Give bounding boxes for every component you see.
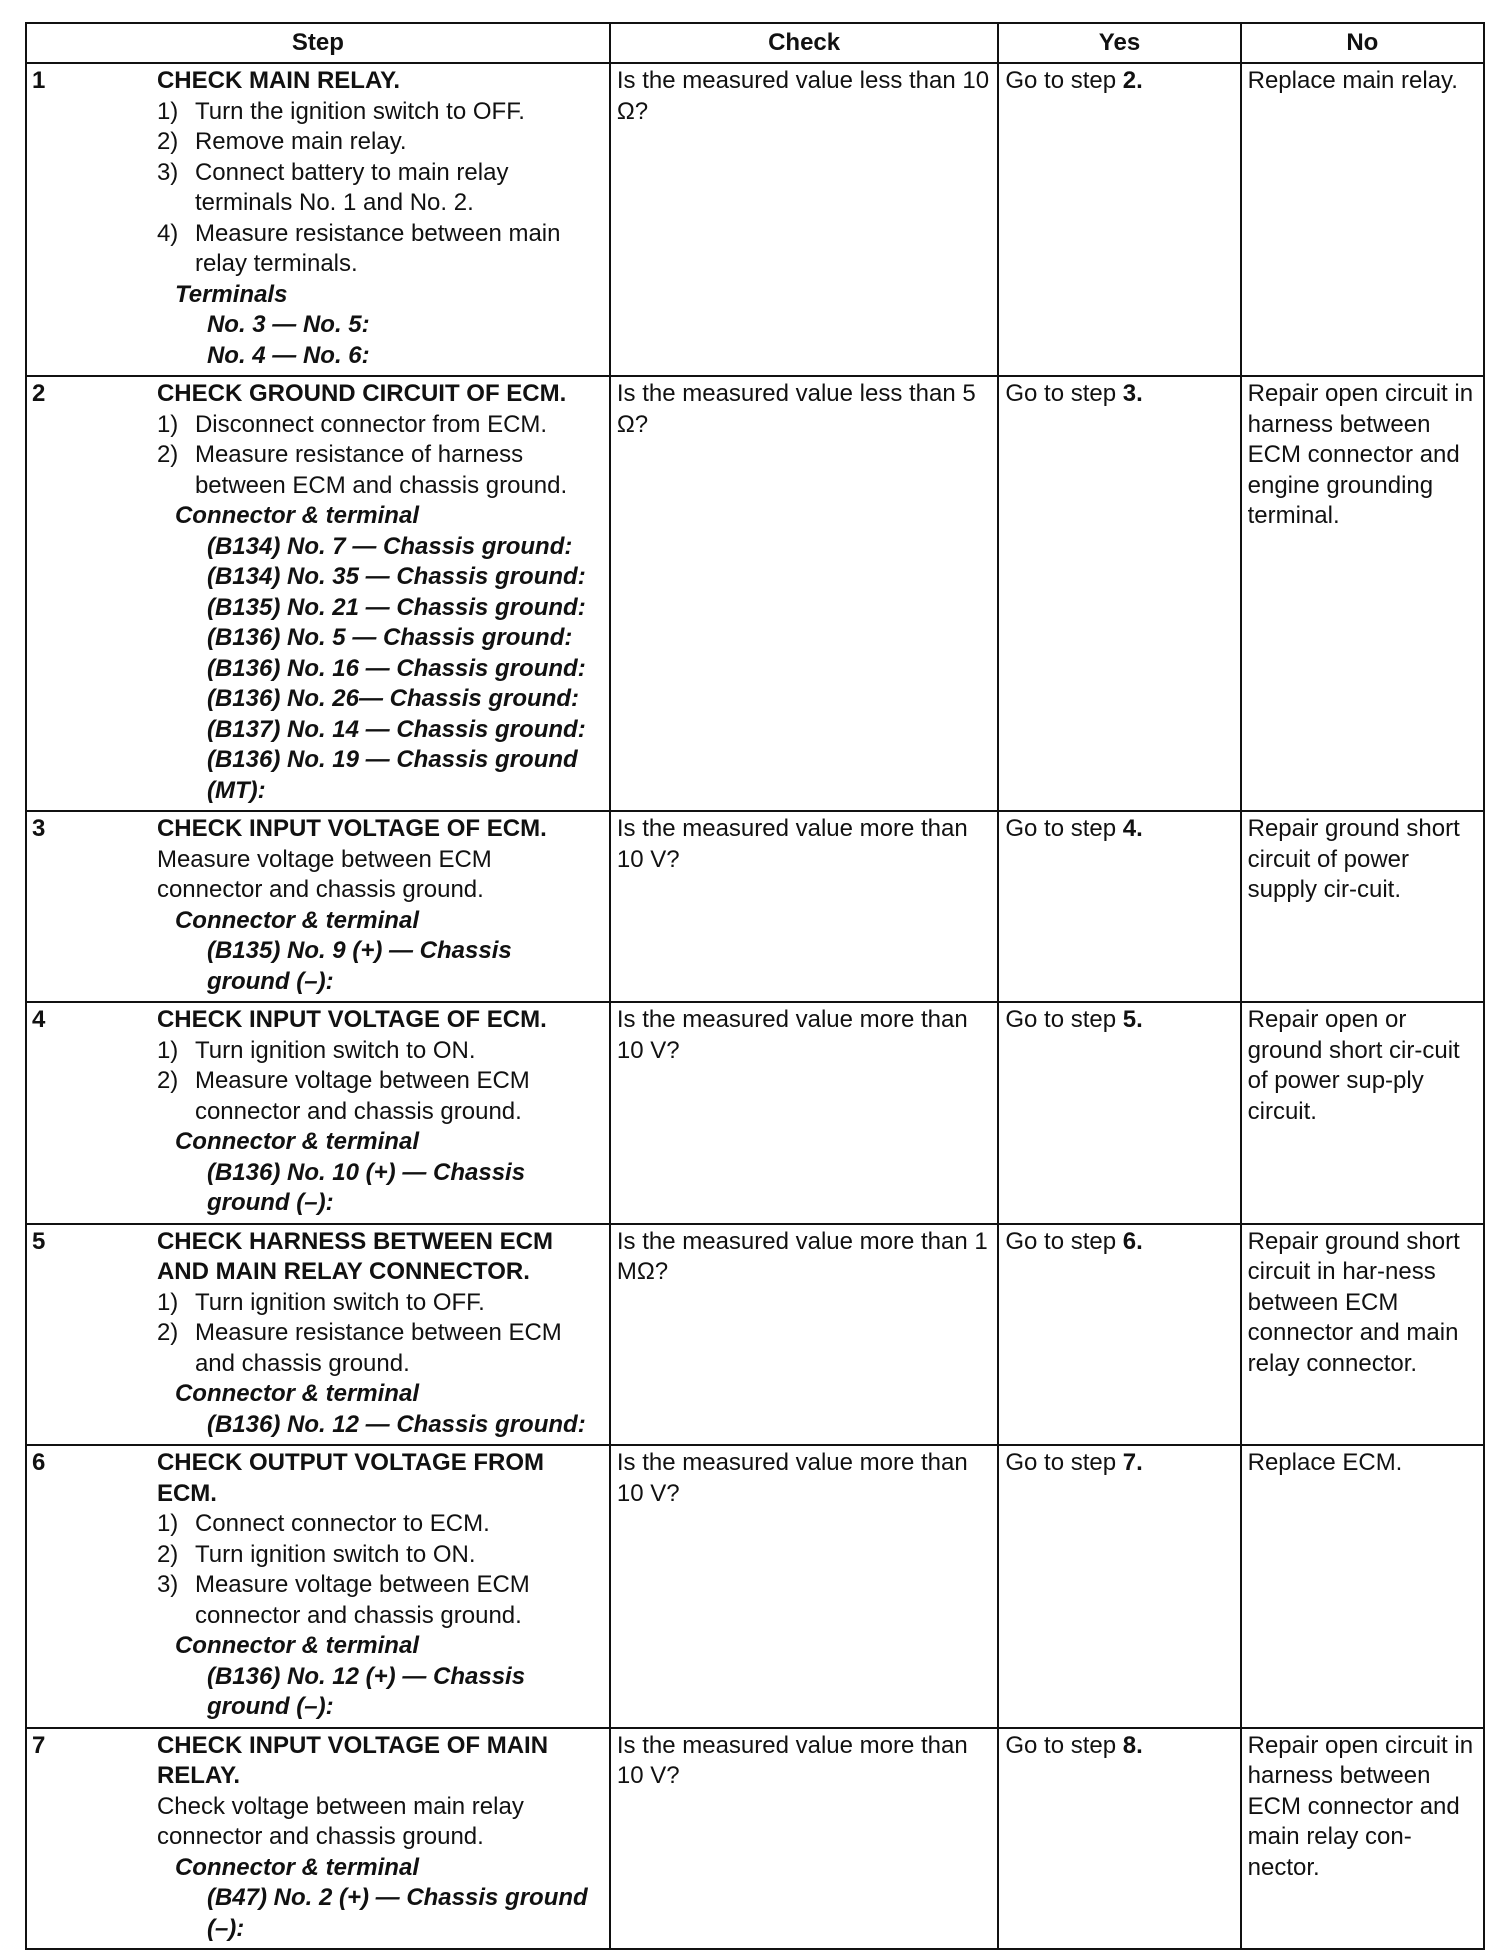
procedure-item: [157, 1036, 601, 1067]
procedure-item-number: 2): [156, 1540, 179, 1568]
procedure-item-text: Connect battery to main relay terminals No. 1 and No. 2.: [194, 158, 509, 216]
yes-step-ref: 7.: [1122, 1449, 1143, 1476]
step-cell: [157, 811, 610, 1002]
procedure-item: [157, 219, 601, 280]
yes-cell: [998, 811, 1240, 1002]
terminal-heading: Connector & terminal: [174, 1380, 419, 1407]
procedure-item: [157, 1509, 601, 1540]
step-title: CHECK INPUT VOLTAGE OF ECM.: [156, 815, 547, 842]
procedure-item-text: Turn ignition switch to ON.: [194, 1036, 476, 1064]
terminal-heading: Connector & terminal: [174, 906, 419, 934]
table-row: [26, 1224, 1484, 1446]
check-cell: Is the measured value more than 10 V?: [610, 1002, 999, 1224]
terminal-spec: (B134) No. 35 — Chassis ground:: [206, 563, 586, 590]
procedure-item-number: 1): [156, 1288, 179, 1316]
check-cell: Is the measured value less than 10 Ω?: [610, 63, 999, 376]
procedure-item-number: 3): [156, 1571, 179, 1598]
yes-step-ref: 5.: [1122, 1006, 1143, 1033]
check-cell: Is the measured value more than 10 V?: [610, 1728, 999, 1950]
yes-text: Go to step: [1005, 815, 1123, 842]
procedure-item-number: 1): [156, 1036, 179, 1064]
procedure-item-text: Turn ignition switch to OFF.: [194, 1288, 485, 1316]
terminal-spec: No. 4 — No. 6:: [206, 341, 370, 369]
procedure-item: [157, 440, 601, 501]
terminal-spec: (B136) No. 10 (+) — Chassis ground (–):: [206, 1158, 526, 1216]
step-cell: [157, 1224, 610, 1446]
terminal-spec: No. 3 — No. 5:: [206, 311, 370, 338]
header-no: No: [1241, 23, 1484, 63]
step-cell: [157, 1728, 610, 1950]
terminal-spec: (B47) No. 2 (+) — Chassis ground (–):: [206, 1884, 588, 1942]
table-row: [26, 376, 1484, 811]
yes-step-ref: 4.: [1122, 815, 1143, 842]
step-title: CHECK OUTPUT VOLTAGE FROM ECM.: [156, 1449, 545, 1507]
procedure-item-text: Measure voltage between ECM connector and chassis ground.: [194, 1571, 530, 1629]
table-row: [26, 1728, 1484, 1950]
no-cell: Repair open circuit in harness between ECM connector and engine grounding terminal.: [1241, 376, 1484, 811]
step-cell: [157, 63, 610, 376]
step-number: 5: [26, 1224, 157, 1446]
procedure-item-text: Measure voltage between ECM connector and chassis ground.: [194, 1067, 530, 1125]
header-row: [26, 23, 1484, 63]
yes-cell: [998, 376, 1240, 811]
procedure-item-number: 1): [156, 1510, 179, 1537]
header-step: Step: [26, 23, 610, 63]
procedure-item-text: Disconnect connector from ECM.: [194, 410, 548, 438]
procedure-item-number: 2): [156, 441, 179, 468]
terminal-heading: Connector & terminal: [174, 502, 419, 529]
step-number: 2: [26, 376, 157, 811]
step-cell: [157, 1445, 610, 1728]
step-title: CHECK GROUND CIRCUIT OF ECM.: [156, 380, 567, 407]
diagnostic-table: [25, 22, 1485, 1950]
step-title: CHECK MAIN RELAY.: [156, 67, 401, 94]
yes-text: Go to step: [1005, 1731, 1123, 1759]
header-yes: Yes: [998, 23, 1240, 63]
procedure-item-number: 4): [156, 219, 179, 247]
yes-step-ref: 6.: [1122, 1227, 1143, 1255]
terminal-spec: (B136) No. 19 — Chassis ground (MT):: [206, 746, 578, 804]
terminal-spec: (B136) No. 16 — Chassis ground:: [206, 654, 586, 682]
yes-text: Go to step: [1005, 1227, 1123, 1255]
table-row: [26, 1002, 1484, 1224]
check-cell: Is the measured value more than 1 MΩ?: [610, 1224, 999, 1446]
procedure-item-text: Measure resistance of harness between ECM and chassis ground.: [194, 441, 568, 499]
step-title: CHECK INPUT VOLTAGE OF MAIN RELAY.: [156, 1731, 549, 1789]
procedure-item: [157, 410, 601, 441]
procedure-item-text: Turn ignition switch to ON.: [194, 1540, 476, 1568]
terminal-spec: (B136) No. 5 — Chassis ground:: [206, 624, 573, 651]
yes-cell: [998, 63, 1240, 376]
no-cell: Repair ground short circuit of power supply cir-cuit.: [1241, 811, 1484, 1002]
procedure-item-number: 3): [156, 158, 179, 186]
procedure-item: [157, 97, 601, 128]
terminal-heading: Connector & terminal: [174, 1853, 419, 1881]
no-cell: Repair open or ground short cir-cuit of power sup-ply circuit.: [1241, 1002, 1484, 1224]
table-row: [26, 811, 1484, 1002]
procedure-text: Check voltage between main relay connector and chassis ground.: [156, 1792, 524, 1850]
terminal-spec: (B137) No. 14 — Chassis ground:: [206, 715, 586, 743]
procedure-item-text: Connect connector to ECM.: [194, 1510, 490, 1537]
yes-text: Go to step: [1005, 1449, 1123, 1476]
procedure-item-number: 1): [156, 97, 179, 125]
procedure-item-number: 1): [156, 410, 179, 438]
step-number: 6: [26, 1445, 157, 1728]
procedure-item: [157, 1318, 601, 1379]
yes-step-ref: 8.: [1122, 1731, 1143, 1759]
terminal-spec: (B135) No. 9 (+) — Chassis ground (–):: [206, 937, 512, 995]
yes-text: Go to step: [1005, 67, 1123, 94]
step-number: 3: [26, 811, 157, 1002]
step-cell: [157, 376, 610, 811]
table-row: [26, 1445, 1484, 1728]
procedure-item-text: Turn the ignition switch to OFF.: [194, 97, 525, 125]
procedure-item-text: Remove main relay.: [194, 128, 407, 155]
procedure-item: [157, 1066, 601, 1127]
procedure-item: [157, 1540, 601, 1571]
step-cell: [157, 1002, 610, 1224]
check-cell: Is the measured value more than 10 V?: [610, 1445, 999, 1728]
check-cell: Is the measured value less than 5 Ω?: [610, 376, 999, 811]
terminal-spec: (B136) No. 12 — Chassis ground:: [206, 1410, 586, 1438]
terminal-spec: (B136) No. 12 (+) — Chassis ground (–):: [206, 1662, 526, 1720]
check-cell: Is the measured value more than 10 V?: [610, 811, 999, 1002]
yes-step-ref: 2.: [1122, 67, 1143, 94]
procedure-item-number: 2): [156, 1319, 179, 1346]
procedure-item-number: 2): [156, 1067, 179, 1094]
step-title: CHECK HARNESS BETWEEN ECM AND MAIN RELAY CONNECTOR.: [156, 1227, 553, 1285]
terminal-spec: (B135) No. 21 — Chassis ground:: [206, 593, 586, 621]
procedure-item: [157, 158, 601, 219]
no-cell: Replace ECM.: [1241, 1445, 1484, 1728]
yes-text: Go to step: [1005, 1006, 1123, 1033]
step-title: CHECK INPUT VOLTAGE OF ECM.: [156, 1006, 547, 1033]
terminal-heading: Terminals: [174, 280, 288, 308]
table-body: [26, 63, 1484, 1949]
step-number: 7: [26, 1728, 157, 1950]
procedure-item-text: Measure resistance between ECM and chassis ground.: [194, 1319, 562, 1377]
yes-cell: [998, 1224, 1240, 1446]
procedure-item: [157, 127, 601, 158]
yes-text: Go to step: [1005, 380, 1123, 407]
step-number: 4: [26, 1002, 157, 1224]
no-cell: Repair open circuit in harness between ECM connector and main relay con-nector.: [1241, 1728, 1484, 1950]
terminal-spec: (B134) No. 7 — Chassis ground:: [206, 532, 573, 560]
procedure-item-number: 2): [156, 128, 179, 155]
header-check: Check: [610, 23, 999, 63]
no-cell: Repair ground short circuit in har-ness between ECM connector and main relay connector.: [1241, 1224, 1484, 1446]
yes-cell: [998, 1728, 1240, 1950]
terminal-spec: (B136) No. 26— Chassis ground:: [206, 685, 580, 712]
procedure-item-text: Measure resistance between main relay terminals.: [194, 219, 561, 277]
procedure-item: [157, 1288, 601, 1319]
yes-step-ref: 3.: [1122, 380, 1143, 407]
yes-cell: [998, 1445, 1240, 1728]
yes-cell: [998, 1002, 1240, 1224]
step-number: 1: [26, 63, 157, 376]
terminal-heading: Connector & terminal: [174, 1632, 419, 1659]
no-cell: Replace main relay.: [1241, 63, 1484, 376]
procedure-item: [157, 1570, 601, 1631]
terminal-heading: Connector & terminal: [174, 1128, 419, 1155]
procedure-text: Measure voltage between ECM connector and chassis ground.: [156, 845, 492, 903]
table-row: [26, 63, 1484, 376]
